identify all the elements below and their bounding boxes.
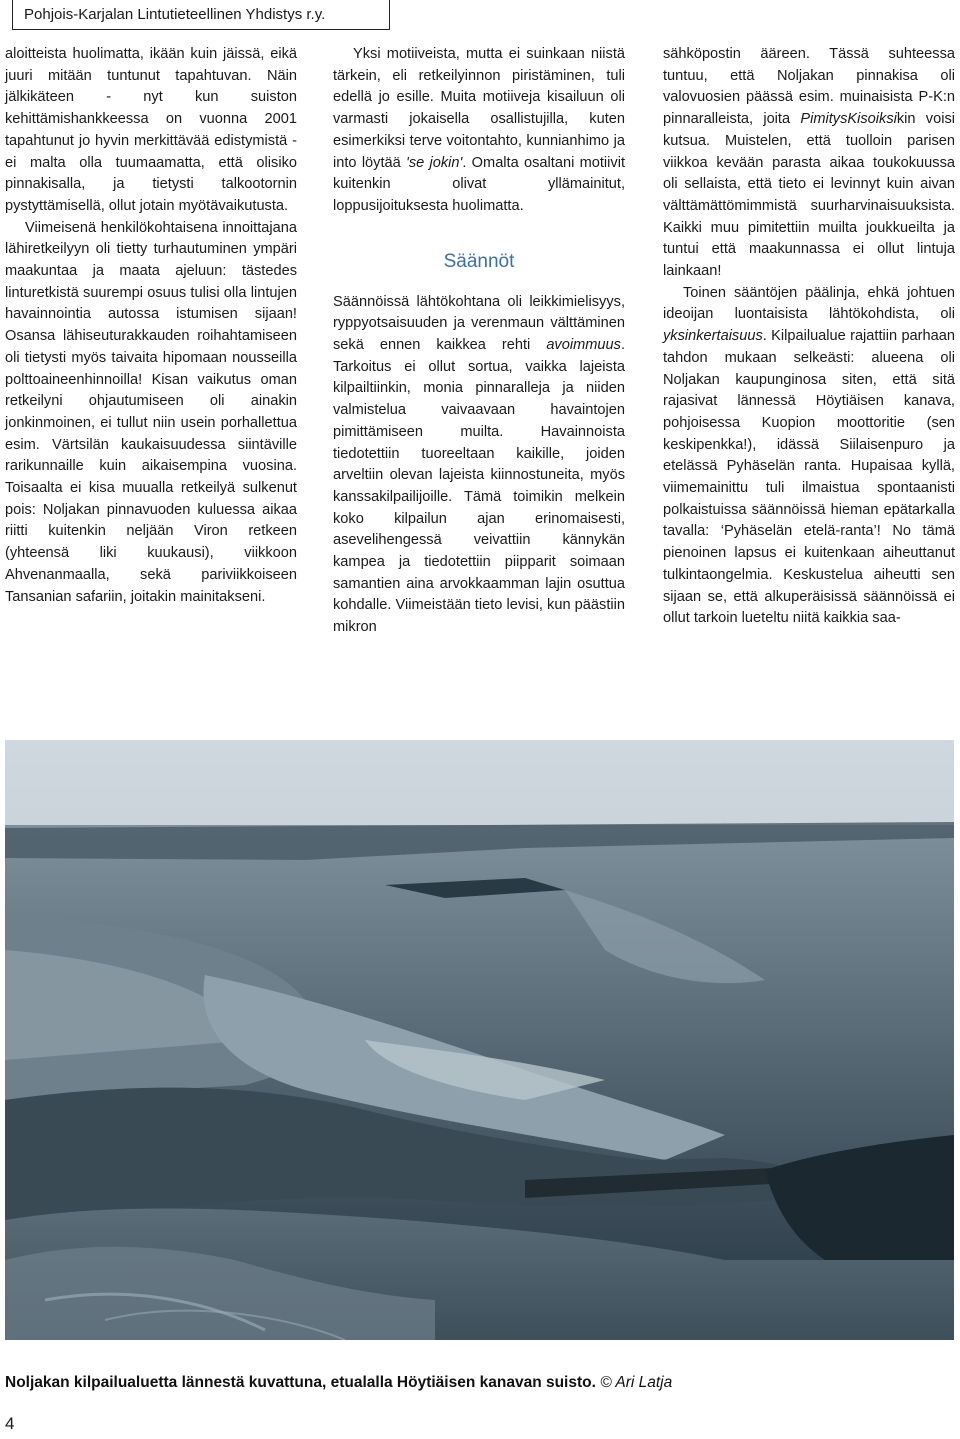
body-paragraph: Yksi motiiveista, mutta ei suinkaan niistä tärkein, eli retkeilyinnon piristäminen, tuli edellä jo esille. Muita motiiveja kisailuun oli varmasti jokaisella osallistujilla, kuten esimerkiksi terve voitontahto, kunnianhimo ja into löytää 'se jokin'. Omalta osaltani motiivit kuitenkin olivat yllämainitut, loppusijoituksesta huolimatta. <box>333 46 625 214</box>
running-header: Pohjois-Karjalan Lintutieteellinen Yhdistys r.y. <box>12 0 390 30</box>
aerial-landscape-image <box>5 740 954 1340</box>
photo-caption: Noljakan kilpailualuetta lännestä kuvattuna, etualalla Höytiäisen kanavan suisto. © Ari Latja <box>5 1374 673 1391</box>
emphasis: 'se jokin' <box>406 154 463 171</box>
body-paragraph: aloitteista huolimatta, ikään kuin jäissä, eikä juuri mitään tuntunut tapahtuvan. Näin jälkikäteen - nyt kun suiston kehittämishankkeessa on vuonna 2001 tapahtunut jo hyvin merkittävää edistymistä - ei malta olla tuumaamatta, että olisiko pinnakisalla, ja tietysti talkootornin pystyttämisellä, ollut jotain myötävaikutusta. <box>5 46 297 214</box>
text-column-3 <box>663 44 955 630</box>
text-column-2 <box>333 44 625 639</box>
photo-credit: © Ari Latja <box>600 1374 673 1391</box>
body-paragraph: sähköpostin ääreen. Tässä suhteessa tuntuu, että Noljakan pinnakisa oli valovuosien päässä esim. muinaisista P-K:n pinnaralleista, joita PimitysKisoiksikin voisi kutsua. Muistelen, että tuolloin parisen viikkoa kevään parasta aikaa toukokuussa oli sellaista, että tieto ei levinnyt kuin aivan välttämättömimmistä suurharvinaisuuksista. Kaikki muu pimitettiin muilta joukkueilta ja tuntui että maakunnassa ei ollut lintuja lainkaan! <box>663 46 955 280</box>
page-number: 4 <box>5 1414 15 1433</box>
emphasis: avoimmuus <box>546 337 621 354</box>
body-paragraph: Viimeisenä henkilökohtaisena innoittajana lähiretkeilyyn oli tietty turhautuminen ympäri maakuntaa ja maata ajeluun: tästedes linturetkistä suurempi osuus tulisi olla lintujen havainnointia autossa istumisen sijaan! Osansa lähiseuturakkauden roihahtamiseen oli tietysti myös taivaita hipomaan nousseilla polttoaineenhinnoilla! Kisan vaikutus oman retkeilyni ohjautumiseen oli ainakin jonkinmoinen, ei tullut niin usein porhallettua esim. Värtsilän kaukaisuudessa siintäville rarikunnaille kuin aikaisempina vuosina. Toisaalta ei kisa muualla retkeilyä sulkenut pois: Noljakan pinnavuoden kuluessa aikaa riitti kuitenkin neljään Viron retkeen (yhteensä liki kuukausi), viikkoon Ahvenanmaalla, sekä pariviikkoiseen Tansanian safariin, joitakin mainitakseni. <box>5 219 297 605</box>
section-heading: Säännöt <box>443 250 515 272</box>
body-paragraph: Toinen sääntöjen päälinja, ehkä johtuen ideoijan luontaisista lähtökohdista, oli yksinkertaisuus. Kilpailualue rajattiin parhaan tahdon mukaan selkeästi: alueena oli Noljakan kaupunginosa siten, että sitä rajasivat lännessä Höytiäisen kanava, pohjoisessa Kuopion moottoritie (sen keskipenkka!), idässä Siilaisenpuro ja etelässä Pyhäselän ranta. Hupaisaa kyllä, viimemainittu tuli ilmaistua spontaanisti polkaistuissa säännöissä hieman epätarkalla tavalla: ‘Pyhäselän etelä-ranta’! No tämä pienoinen lapsus ei kuitenkaan aiheuttanut tulkintaongelmia. Keskustelua aiheutti sen sijaan se, että alkuperäisissä säännöissä ei ollut tarkoin lueteltu niitä kaikkia saa- <box>663 284 955 627</box>
emphasis: yksinkertaisuus <box>663 328 763 345</box>
text-column-1 <box>5 44 297 608</box>
body-paragraph: Säännöissä lähtökohtana oli leikkimielisyys, ryppyotsaisuuden ja verenmaun välttäminen sekä ennen kaikkea rehti avoimmuus. Tarkoitus ei ollut sortua, vaikka lajeista kilpailtiinkin, monia pinnaralleja ja niiden valmistelua vaivaavaan havaintojen pimittämiseen muilta. Havainnoista tiedotettiin tuoreeltaan kaikille, joiden arveltiin olevan lajeista kiinnostuneita, myös kanssakilpailijoille. Tämä toimikin melkein koko kilpailun ajan erinomaisesti, asevelihengessä veivattiin kännykän kampea ja tiedotettiin piipparit soimaan samantien aina arvokkaamman lajin osuttua kohdalle. Viimeistään tieto levisi, kun päästiin mikron <box>333 293 625 636</box>
emphasis: PimitysKisoiksi <box>800 111 897 128</box>
aerial-photo <box>5 740 954 1340</box>
